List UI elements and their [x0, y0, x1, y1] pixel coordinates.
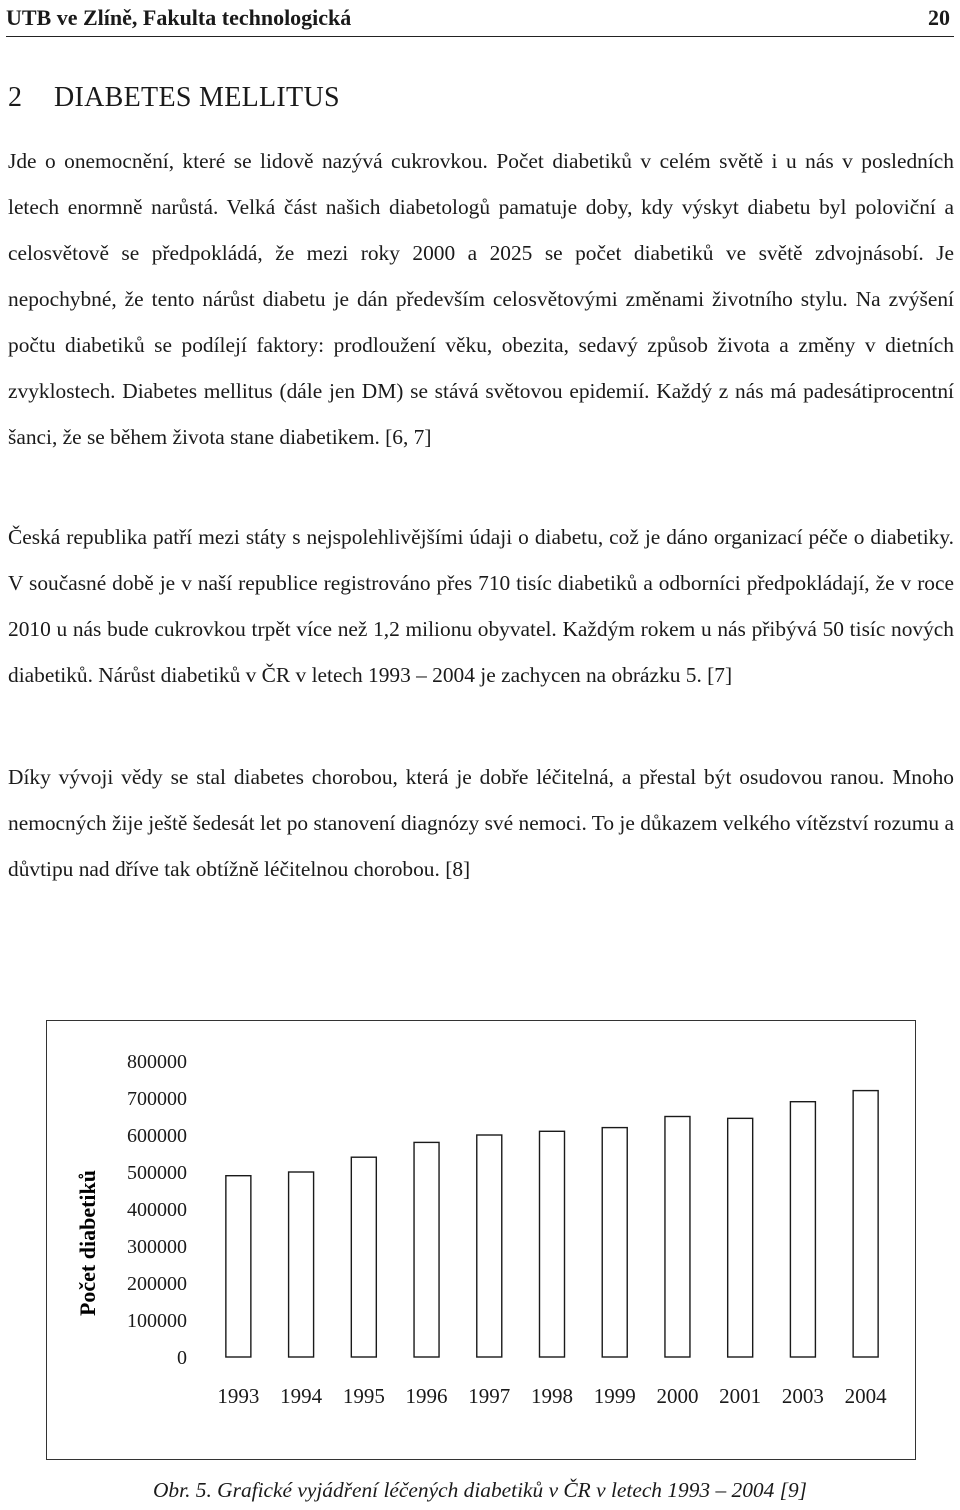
- bar: [226, 1176, 251, 1357]
- bar: [414, 1142, 439, 1357]
- y-tick-label: 100000: [127, 1310, 187, 1332]
- x-tick-label: 2001: [719, 1384, 762, 1408]
- header-title: UTB ve Zlíně, Fakulta technologická: [6, 5, 352, 30]
- figure-caption: Obr. 5. Grafické vyjádření léčených diabetiků v ČR v letech 1993 – 2004 [9]: [152, 1478, 807, 1502]
- chapter-heading: [8, 82, 340, 114]
- y-tick-label: 600000: [127, 1125, 187, 1147]
- x-tick-label: 1996: [405, 1384, 448, 1408]
- paragraph: Jde o onemocnění, které se lidově nazývá cukrovkou. Počet diabetiků v celém světě i u nás v posledních letech enormně narůstá. Velká část našich diabetologů pamatuje doby, kdy výskyt diabetu byl poloviční a celosvětově se předpokládá, že mezi roky 2000 a 2025 se počet diabetiků ve světě zdvojnásobí. Je nepochybné, že tento nárůst diabetu je dán především celosvětovými změnami životního stylu. Na zvýšení počtu diabetiků se podílejí faktory: prodloužení věku, obezita, sedavý způsob života a změny v dietních zvyklostech. Diabetes mellitus (dále jen DM) se stává světovou epidemií. Každý z nás má padesátiprocentní šanci, že se během života stane diabetikem. [6, 7]: [8, 149, 954, 449]
- y-tick-label: 300000: [127, 1236, 187, 1258]
- x-tick-label: 1993: [217, 1384, 260, 1408]
- y-tick-label: 700000: [127, 1088, 187, 1110]
- bar: [728, 1118, 753, 1357]
- x-tick-label: 1995: [342, 1384, 385, 1408]
- paragraph: Díky vývoji vědy se stal diabetes chorobou, která je dobře léčitelná, a přestal být osudovou ranou. Mnoho nemocných žije ještě šedesát let po stanovení diagnózy své nemoci. To je důkazem velkého vítězství rozumu a důvtipu nad dříve tak obtížně léčitelnou chorobou. [8]: [8, 765, 954, 881]
- y-tick-label: 500000: [127, 1162, 187, 1184]
- y-tick-label: 0: [177, 1347, 187, 1369]
- bar: [853, 1091, 878, 1357]
- bar: [602, 1128, 627, 1357]
- x-tick-label: 1997: [468, 1384, 511, 1408]
- y-tick-label: 800000: [127, 1051, 187, 1073]
- chapter-title: DIABETES MELLITUS: [54, 82, 340, 113]
- bar: [477, 1135, 502, 1357]
- x-tick-label: 1998: [531, 1384, 573, 1408]
- bar: [540, 1131, 565, 1357]
- x-tick-label: 2000: [656, 1384, 699, 1408]
- chapter-number: 2: [8, 82, 23, 113]
- page-number: 20: [928, 5, 950, 30]
- figure-chart: [46, 1020, 916, 1460]
- x-tick-label: 2003: [781, 1384, 824, 1408]
- x-tick-label: 2004: [844, 1384, 887, 1408]
- bar: [289, 1172, 314, 1357]
- paragraph: Česká republika patří mezi státy s nejspolehlivějšími údaji o diabetu, což je dáno organizací péče o diabetiky. V současné době je v naší republice registrováno přes 710 tisíc diabetiků a odborníci předpokládají, že v roce 2010 u nás bude cukrovkou trpět více než 1,2 milionu obyvatel. Každým rokem u nás přibývá 50 tisíc nových diabetiků. Nárůst diabetiků v ČR v letech 1993 – 2004 je zachycen na obrázku 5. [7]: [8, 525, 954, 687]
- page-header: [6, 0, 954, 37]
- x-tick-label: 1999: [593, 1384, 636, 1408]
- x-tick-label: 1994: [280, 1384, 323, 1408]
- bar-chart: [47, 1021, 915, 1459]
- bar: [665, 1117, 690, 1358]
- y-tick-label: 400000: [127, 1199, 187, 1221]
- y-tick-label: 200000: [127, 1273, 187, 1295]
- bar: [790, 1102, 815, 1357]
- y-axis-label: Počet diabetiků: [75, 1169, 100, 1317]
- bar: [351, 1157, 376, 1357]
